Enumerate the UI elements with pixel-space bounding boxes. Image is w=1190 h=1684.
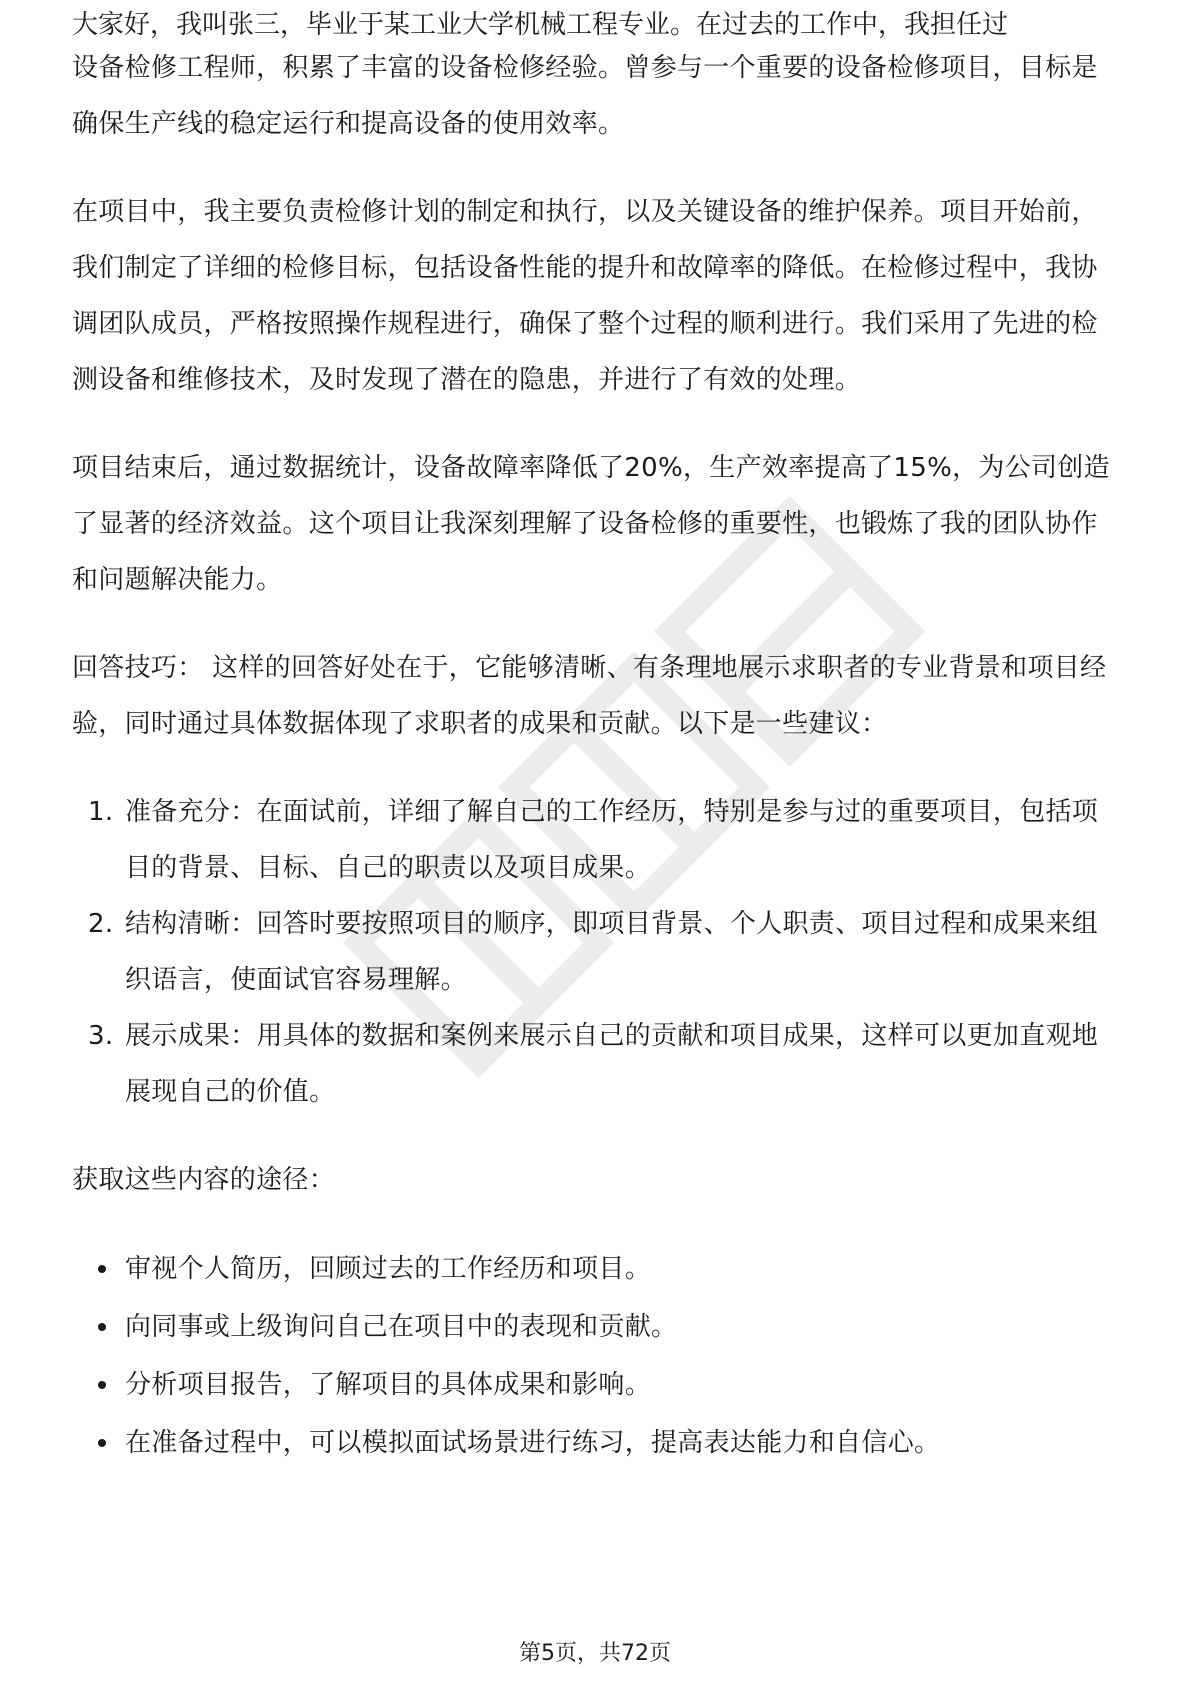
list-item-text: 在准备过程中，可以模拟面试场景进行练习，提高表达能力和自信心。	[125, 1428, 941, 1458]
list-item	[72, 784, 1122, 896]
list-item-text: 准备充分：在面试前，详细了解自己的工作经历，特别是参与过的重要项目，包括项目的背景、目标、自己的职责以及项目成果。	[125, 797, 1099, 883]
page-number: 第5页，共72页	[519, 1641, 671, 1666]
list-item-text: 展示成果：用具体的数据和案例来展示自己的贡献和项目成果，这样可以更加直观地展现自己的价值。	[125, 1021, 1099, 1107]
list-number: 1.	[88, 797, 114, 827]
tips-list	[72, 784, 1122, 1120]
list-item-text: 向同事或上级询问自己在项目中的表现和贡献。	[125, 1312, 678, 1342]
main-content	[72, 10, 1122, 1472]
list-item	[72, 1240, 1122, 1298]
paragraph-background: 设备检修工程师，积累了丰富的设备检修经验。曾参与一个重要的设备检修项目，目标是确保生产线的稳定运行和提高设备的使用效率。	[72, 53, 1098, 139]
paragraph-project-result: 项目结束后，通过数据统计，设备故障率降低了20%，生产效率提高了15%，为公司创造了显著的经济效益。这个项目让我深刻理解了设备检修的重要性，也锻炼了我的团队协作和问题解决能力。	[72, 453, 1110, 595]
ways-heading: 获取这些内容的途径：	[72, 1165, 336, 1195]
list-item	[72, 1356, 1122, 1414]
list-item	[72, 1298, 1122, 1356]
list-item-text: 分析项目报告，了解项目的具体成果和影响。	[125, 1370, 652, 1400]
list-item-text: 结构清晰：回答时要按照项目的顺序，即项目背景、个人职责、项目过程和成果来组织语言，使面试官容易理解。	[125, 909, 1099, 995]
ways-list	[72, 1240, 1122, 1472]
list-item	[72, 896, 1122, 1008]
bullet-icon	[98, 1265, 106, 1273]
paragraph-answer-tips: 回答技巧： 这样的回答好处在于，它能够清晰、有条理地展示求职者的专业背景和项目经验，同时通过具体数据体现了求职者的成果和贡献。以下是一些建议：	[72, 653, 1107, 739]
cut-off-line: 大家好，我叫张三，毕业于某工业大学机械工程专业。在过去的工作中，我担任过	[72, 10, 1009, 40]
bullet-icon	[98, 1381, 106, 1389]
bullet-icon	[98, 1323, 106, 1331]
list-item	[72, 1008, 1122, 1120]
list-number: 2.	[88, 909, 114, 939]
list-number: 3.	[88, 1021, 114, 1051]
list-item	[72, 1414, 1122, 1472]
paragraph-project-role: 在项目中，我主要负责检修计划的制定和执行，以及关键设备的维护保养。项目开始前，我们制定了详细的检修目标，包括设备性能的提升和故障率的降低。在检修过程中，我协调团队成员，严格按照操作规程进行，确保了整个过程的顺利进行。我们采用了先进的检测设备和维修技术，及时发现了潜在的隐患，并进行了有效的处理。	[72, 197, 1098, 395]
list-item-text: 审视个人简历，回顾过去的工作经历和项目。	[125, 1254, 652, 1284]
bullet-icon	[98, 1439, 106, 1447]
